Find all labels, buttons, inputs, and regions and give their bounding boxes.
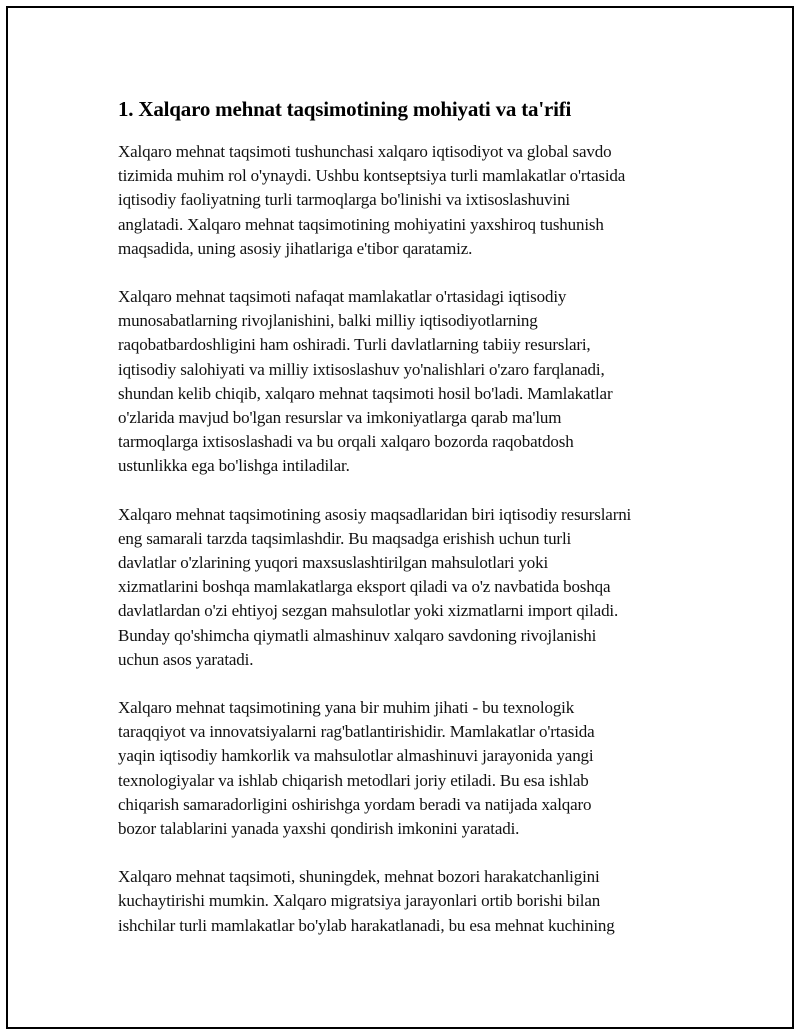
paragraph-3: Xalqaro mehnat taqsimotining asosiy maqsadlaridan biri iqtisodiy resurslarni eng samarali tarzda taqsimlashdir. Bu maqsadga erishish uchun turli davlatlar o'zlarining yuqori maxsuslashtirilgan mahsulotlari yoki xizmatlarini boshqa mamlakatlarga eksport qiladi va o'z navbatida boshqa davlatlardan o'zi ehtiyoj sezgan mahsulotlar yoki xizmatlarni import qiladi. Bunday qo'shimcha qiymatli almashinuv xalqaro savdoning rivojlanishi uchun asos yaratadi. <box>118 504 632 669</box>
paragraph-2: Xalqaro mehnat taqsimoti nafaqat mamlakatlar o'rtasidagi iqtisodiy munosabatlarning rivojlanishini, balki milliy iqtisodiyotlarning raqobatbardoshligini ham oshiradi. Turli davlatlarning tabiiy resurslari, iqtisodiy salohiyati va milliy ixtisoslashuv yo'nalishlari o'zaro farqlanadi, shundan kelib chiqib, xalqaro mehnat taqsimoti hosil bo'ladi. Mamlakatlar o'zlarida mavjud bo'lgan resurslar va imkoniyatlarga qarab ma'lum tarmoqlarga ixtisoslashadi va bu orqali xalqaro bozorda raqobatdosh ustunlikka ega bo'lishga intiladilar. <box>118 287 613 476</box>
document-body <box>118 94 700 962</box>
paragraph-5: Xalqaro mehnat taqsimoti, shuningdek, mehnat bozori harakatchanligini kuchaytirishi mumkin. Xalqaro migratsiya jarayonlari ortib borishi bilan ishchilar turli mamlakatlar bo'ylab harakatlanadi, bu esa mehnat kuchining <box>118 867 615 935</box>
paragraph-1: Xalqaro mehnat taqsimoti tushunchasi xalqaro iqtisodiyot va global savdo tizimida muhim rol o'ynaydi. Ushbu kontseptsiya turli mamlakatlar o'rtasida iqtisodiy faoliyatning turli tarmoqlarga bo'linishi va ixtisoslashuvini anglatadi. Xalqaro mehnat taqsimotining mohiyatini yaxshiroq tushunish maqsadida, uning asosiy jihatlariga e'tibor qaratamiz. <box>118 142 626 258</box>
paragraph-4: Xalqaro mehnat taqsimotining yana bir muhim jihati - bu texnologik taraqqiyot va innovatsiyalarni rag'batlantirishidir. Mamlakatlar o'rtasida yaqin iqtisodiy hamkorlik va mahsulotlar almashinuvi jarayonida yangi texnologiyalar va ishlab chiqarish metodlari joriy etiladi. Bu esa ishlab chiqarish samaradorligini oshirishga yordam beradi va natijada xalqaro bozor talablarini yanada yaxshi qondirish imkonini yaratadi. <box>118 698 595 839</box>
section-heading: 1. Xalqaro mehnat taqsimotining mohiyati va ta'rifi <box>118 97 572 121</box>
